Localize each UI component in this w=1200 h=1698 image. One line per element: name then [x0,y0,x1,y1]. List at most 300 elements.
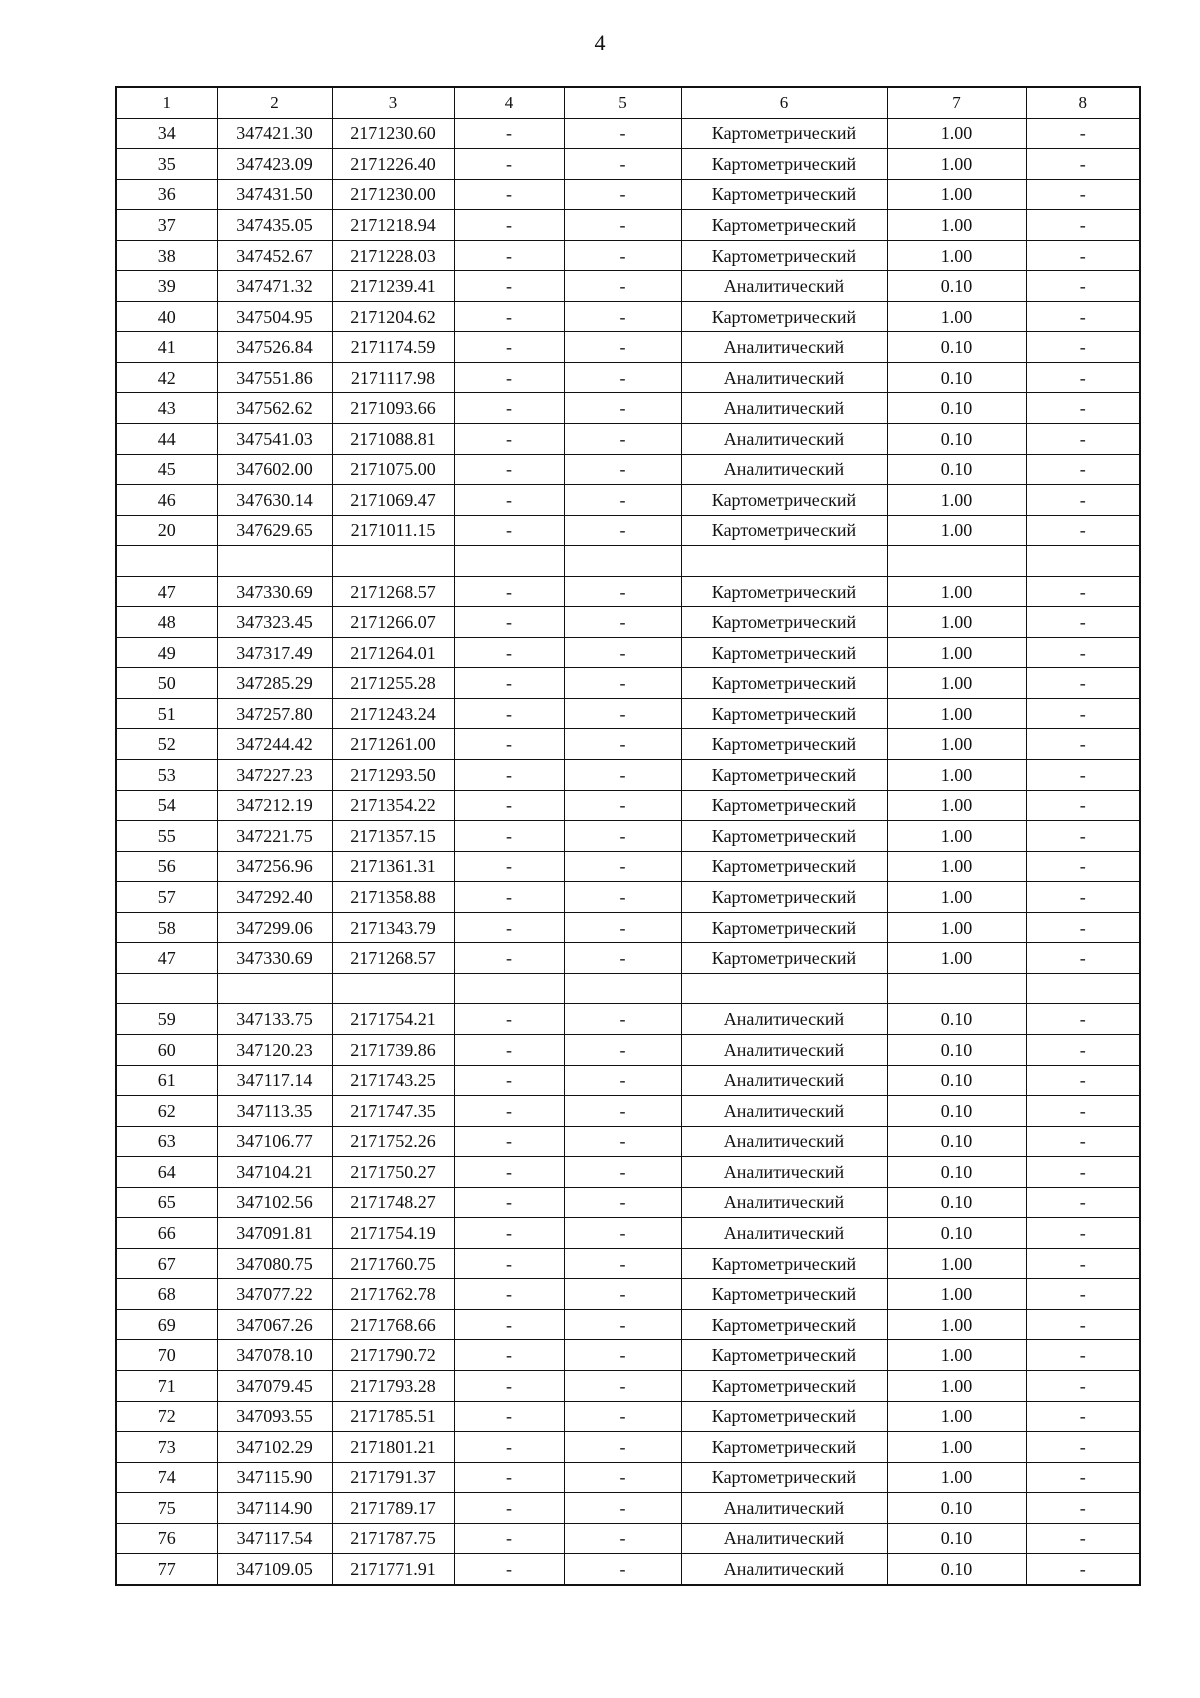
table-cell: Картометрический [681,179,887,210]
table-cell: 347093.55 [217,1401,332,1432]
table-cell: 66 [116,1218,217,1249]
column-header-1: 1 [116,87,217,118]
table-cell: Аналитический [681,1096,887,1127]
table-cell: Картометрический [681,912,887,943]
table-row [116,821,1140,852]
table-cell: 1.00 [887,882,1026,913]
table-cell: - [1026,607,1140,638]
table-cell [1026,546,1140,577]
table-cell: - [1026,698,1140,729]
table-cell: 2171754.21 [332,1004,454,1035]
table-cell: 50 [116,668,217,699]
table-row [116,1218,1140,1249]
table-cell: 1.00 [887,210,1026,241]
table-cell: 2171117.98 [332,362,454,393]
column-header-2: 2 [217,87,332,118]
table-row [116,179,1140,210]
table-cell: 60 [116,1034,217,1065]
table-row [116,118,1140,149]
table-cell: 2171801.21 [332,1432,454,1463]
table-cell: 347299.06 [217,912,332,943]
table-cell: 347630.14 [217,485,332,516]
table-cell: 53 [116,760,217,791]
table-cell: Картометрический [681,698,887,729]
table-cell: 48 [116,607,217,638]
table-cell: - [1026,1004,1140,1035]
table-cell: 1.00 [887,118,1026,149]
table-cell: 2171750.27 [332,1157,454,1188]
table-cell: - [1026,271,1140,302]
table-cell: - [454,515,564,546]
table-cell: - [1026,882,1140,913]
table-cell: 2171361.31 [332,851,454,882]
table-cell: 2171069.47 [332,485,454,516]
table-row [116,1370,1140,1401]
table-cell: 347330.69 [217,576,332,607]
table-row [116,1279,1140,1310]
table-cell: - [564,637,681,668]
table-cell: 2171762.78 [332,1279,454,1310]
table-cell: 2171789.17 [332,1493,454,1524]
table-cell: - [564,576,681,607]
table-cell: - [454,698,564,729]
table-cell: - [1026,729,1140,760]
table-cell: 2171748.27 [332,1187,454,1218]
table-cell: Картометрический [681,118,887,149]
table-cell: - [564,1187,681,1218]
table-cell: 2171268.57 [332,576,454,607]
table-cell [332,546,454,577]
table-cell: 1.00 [887,485,1026,516]
table-cell: - [454,240,564,271]
table-cell: - [1026,393,1140,424]
table-cell: 0.10 [887,1187,1026,1218]
table-cell: 2171752.26 [332,1126,454,1157]
table-cell: - [564,454,681,485]
table-cell: 347117.54 [217,1523,332,1554]
table-cell: Картометрический [681,943,887,974]
table-cell: 347104.21 [217,1157,332,1188]
table-cell: - [1026,332,1140,363]
table-cell: 72 [116,1401,217,1432]
table-row [116,301,1140,332]
table-cell: - [1026,485,1140,516]
table-cell: 2171228.03 [332,240,454,271]
table-cell: - [454,1126,564,1157]
table-cell: 2171174.59 [332,332,454,363]
table-cell: 0.10 [887,1096,1026,1127]
table-row [116,1034,1140,1065]
table-cell: 1.00 [887,179,1026,210]
page-number: 4 [594,30,606,55]
table-cell: Картометрический [681,240,887,271]
table-cell: - [564,210,681,241]
table-row [116,576,1140,607]
table-cell: 347452.67 [217,240,332,271]
table-cell: 347077.22 [217,1279,332,1310]
table-cell: - [1026,424,1140,455]
table-cell: - [454,1370,564,1401]
table-row [116,454,1140,485]
table-cell: 2171239.41 [332,271,454,302]
table-cell: 70 [116,1340,217,1371]
table-cell: Картометрический [681,1279,887,1310]
table-cell: 1.00 [887,668,1026,699]
table-row [116,424,1140,455]
table-row [116,668,1140,699]
table-row [116,1248,1140,1279]
table-cell [887,973,1026,1004]
table-cell [116,546,217,577]
table-cell: Картометрический [681,1401,887,1432]
table-cell: Аналитический [681,1218,887,1249]
table-cell: 2171255.28 [332,668,454,699]
table-cell: 2171793.28 [332,1370,454,1401]
table-cell: - [564,943,681,974]
table-cell: 77 [116,1554,217,1585]
table-cell: 347114.90 [217,1493,332,1524]
table-cell: 2171358.88 [332,882,454,913]
table-cell: 64 [116,1157,217,1188]
table-cell: - [564,1065,681,1096]
table-cell: Картометрический [681,637,887,668]
table-cell: 65 [116,1187,217,1218]
table-cell: 347629.65 [217,515,332,546]
table-cell: 0.10 [887,362,1026,393]
table-cell: - [454,1065,564,1096]
table-cell: 0.10 [887,1065,1026,1096]
table-row [116,332,1140,363]
table-cell: - [454,882,564,913]
table-cell: 347431.50 [217,179,332,210]
table-cell: 347504.95 [217,301,332,332]
table-cell: 73 [116,1432,217,1463]
table-cell: 347292.40 [217,882,332,913]
table-cell: 2171343.79 [332,912,454,943]
table-row [116,271,1140,302]
table-cell: - [454,1493,564,1524]
table-cell: - [454,485,564,516]
table-cell: 55 [116,821,217,852]
table-cell: - [1026,149,1140,180]
table-cell: - [454,851,564,882]
table-cell: - [564,485,681,516]
column-header-4: 4 [454,87,564,118]
table-cell: 347133.75 [217,1004,332,1035]
table-cell: 46 [116,485,217,516]
table-cell: 63 [116,1126,217,1157]
table-row [116,851,1140,882]
table-cell: 1.00 [887,515,1026,546]
table-cell: Аналитический [681,1126,887,1157]
table-cell: - [454,1218,564,1249]
table-cell: 347091.81 [217,1218,332,1249]
table-cell: 347109.05 [217,1554,332,1585]
table-cell: 347285.29 [217,668,332,699]
table-cell: - [454,1340,564,1371]
table-cell: 1.00 [887,1432,1026,1463]
table-cell: - [564,179,681,210]
header-row [116,87,1140,118]
table-cell: - [1026,1554,1140,1585]
table-cell: 44 [116,424,217,455]
table-cell: - [454,790,564,821]
table-header [116,87,1140,118]
table-cell: 1.00 [887,1370,1026,1401]
table-cell: 0.10 [887,1523,1026,1554]
table-cell: 2171230.00 [332,179,454,210]
table-cell: 57 [116,882,217,913]
table-cell: - [454,760,564,791]
table-cell: - [564,271,681,302]
table-cell: - [1026,515,1140,546]
table-row [116,729,1140,760]
table-cell: 62 [116,1096,217,1127]
table-cell: 47 [116,576,217,607]
table-cell: - [1026,668,1140,699]
table-cell: - [454,393,564,424]
table-cell: - [564,1218,681,1249]
table-cell: 2171787.75 [332,1523,454,1554]
table-cell: Картометрический [681,607,887,638]
table-row [116,149,1140,180]
table-cell: 2171354.22 [332,790,454,821]
table-cell: 74 [116,1462,217,1493]
table-cell: 347256.96 [217,851,332,882]
table-cell: 43 [116,393,217,424]
table-cell: Картометрический [681,1370,887,1401]
table-cell [564,546,681,577]
table-cell: 1.00 [887,576,1026,607]
table-row [116,240,1140,271]
table-row [116,1004,1140,1035]
table-cell: Аналитический [681,1004,887,1035]
table-cell: 2171357.15 [332,821,454,852]
table-cell: Картометрический [681,149,887,180]
table-cell: 35 [116,149,217,180]
table-cell: 347102.29 [217,1432,332,1463]
table-cell: 0.10 [887,1554,1026,1585]
table-cell: - [564,424,681,455]
table-cell: - [454,637,564,668]
table-cell: 1.00 [887,1401,1026,1432]
table-cell: Аналитический [681,1065,887,1096]
table-cell: Картометрический [681,790,887,821]
table-cell: - [454,729,564,760]
table-cell: 1.00 [887,851,1026,882]
table-row [116,1462,1140,1493]
table-cell: - [1026,1157,1140,1188]
table-cell: 347221.75 [217,821,332,852]
table-cell: - [454,1004,564,1035]
table-separator-row [116,973,1140,1004]
table-cell: Картометрический [681,1340,887,1371]
table-cell: Аналитический [681,1034,887,1065]
table-cell: 76 [116,1523,217,1554]
table-cell: - [564,1493,681,1524]
table-row [116,1523,1140,1554]
table-cell: 67 [116,1248,217,1279]
table-cell: 347115.90 [217,1462,332,1493]
table-cell: 1.00 [887,149,1026,180]
table-cell: 347471.32 [217,271,332,302]
table-cell: - [1026,210,1140,241]
table-cell: - [454,424,564,455]
table-cell: 2171768.66 [332,1309,454,1340]
table-cell: 347078.10 [217,1340,332,1371]
table-cell: - [564,1401,681,1432]
table-cell: - [454,1401,564,1432]
table-cell: Аналитический [681,271,887,302]
table-cell: 347257.80 [217,698,332,729]
table-cell [217,973,332,1004]
table-cell: - [564,1126,681,1157]
table-cell: - [454,1096,564,1127]
table-row [116,1554,1140,1585]
table-cell [217,546,332,577]
table-cell [1026,973,1140,1004]
table-cell: - [454,210,564,241]
table-cell: - [564,1370,681,1401]
table-cell: 58 [116,912,217,943]
table-cell: - [564,1004,681,1035]
table-row [116,485,1140,516]
table-cell: 1.00 [887,821,1026,852]
table-cell: 1.00 [887,1462,1026,1493]
table-cell: - [564,301,681,332]
table-row [116,698,1140,729]
table-cell: - [454,271,564,302]
table-cell: - [564,240,681,271]
table-cell: - [1026,1401,1140,1432]
table-cell: Картометрический [681,760,887,791]
table-cell: - [454,668,564,699]
table-cell: Картометрический [681,882,887,913]
table-cell: 347551.86 [217,362,332,393]
table-cell: - [1026,1340,1140,1371]
table-cell: - [564,607,681,638]
table-cell: Аналитический [681,393,887,424]
table-cell: - [564,332,681,363]
table-cell: 39 [116,271,217,302]
table-cell: 347541.03 [217,424,332,455]
table-cell: 2171093.66 [332,393,454,424]
table-cell: - [1026,1309,1140,1340]
table-row [116,1187,1140,1218]
table-cell [332,973,454,1004]
table-cell: Картометрический [681,301,887,332]
table-cell: - [454,1309,564,1340]
table-cell: 61 [116,1065,217,1096]
table-cell: - [1026,1462,1140,1493]
table-cell: 59 [116,1004,217,1035]
table-row [116,393,1140,424]
table-row [116,210,1140,241]
table-cell: 0.10 [887,424,1026,455]
table-cell: 1.00 [887,698,1026,729]
table-cell: Аналитический [681,1187,887,1218]
table-cell: 2171243.24 [332,698,454,729]
table-cell: 0.10 [887,332,1026,363]
table-cell: - [564,1096,681,1127]
table-cell: 347602.00 [217,454,332,485]
table-cell: 2171760.75 [332,1248,454,1279]
table-cell: - [454,362,564,393]
table-cell: - [564,1432,681,1463]
table-row [116,790,1140,821]
table-cell: 37 [116,210,217,241]
table-cell: - [1026,1126,1140,1157]
table-cell: Аналитический [681,454,887,485]
table-cell: - [564,1523,681,1554]
table-cell: - [454,1034,564,1065]
table-cell: 2171791.37 [332,1462,454,1493]
table-cell: - [1026,821,1140,852]
table-cell: - [564,1034,681,1065]
table-cell: 347244.42 [217,729,332,760]
table-cell: - [1026,118,1140,149]
table-cell: - [1026,760,1140,791]
table-cell: 0.10 [887,1126,1026,1157]
table-cell: 2171739.86 [332,1034,454,1065]
table-cell: - [1026,1187,1140,1218]
table-cell: - [454,821,564,852]
table-cell: 347079.45 [217,1370,332,1401]
table-cell: - [1026,851,1140,882]
table-cell: - [1026,1370,1140,1401]
table-row [116,760,1140,791]
table-cell: Картометрический [681,210,887,241]
column-header-3: 3 [332,87,454,118]
table-cell: Картометрический [681,851,887,882]
table-cell: 0.10 [887,1034,1026,1065]
table-cell: 0.10 [887,454,1026,485]
table-cell: 2171261.00 [332,729,454,760]
table-cell: - [564,515,681,546]
table-cell: - [1026,1432,1140,1463]
table-cell: - [564,1462,681,1493]
table-cell: 347106.77 [217,1126,332,1157]
table-cell: Аналитический [681,1157,887,1188]
table-cell [454,973,564,1004]
table-cell: - [454,1554,564,1585]
table-cell: - [564,1554,681,1585]
table-cell: - [564,1340,681,1371]
table-cell: Картометрический [681,1309,887,1340]
coordinates-table [115,86,1141,1586]
table-row [116,515,1140,546]
table-row [116,1065,1140,1096]
table-cell: 347526.84 [217,332,332,363]
table-cell: - [454,149,564,180]
table-cell: - [1026,1096,1140,1127]
column-header-8: 8 [1026,87,1140,118]
table-cell: 2171785.51 [332,1401,454,1432]
table-cell: 2171264.01 [332,637,454,668]
table-cell: 20 [116,515,217,546]
table-cell: Аналитический [681,1554,887,1585]
table-cell: 0.10 [887,393,1026,424]
table-cell: 2171747.35 [332,1096,454,1127]
table-row [116,1157,1140,1188]
table-cell: 347421.30 [217,118,332,149]
table-cell: 1.00 [887,912,1026,943]
table-cell [681,546,887,577]
table-cell: 0.10 [887,1004,1026,1035]
table-cell: 347435.05 [217,210,332,241]
table-cell: - [1026,179,1140,210]
table-cell: - [454,1248,564,1279]
